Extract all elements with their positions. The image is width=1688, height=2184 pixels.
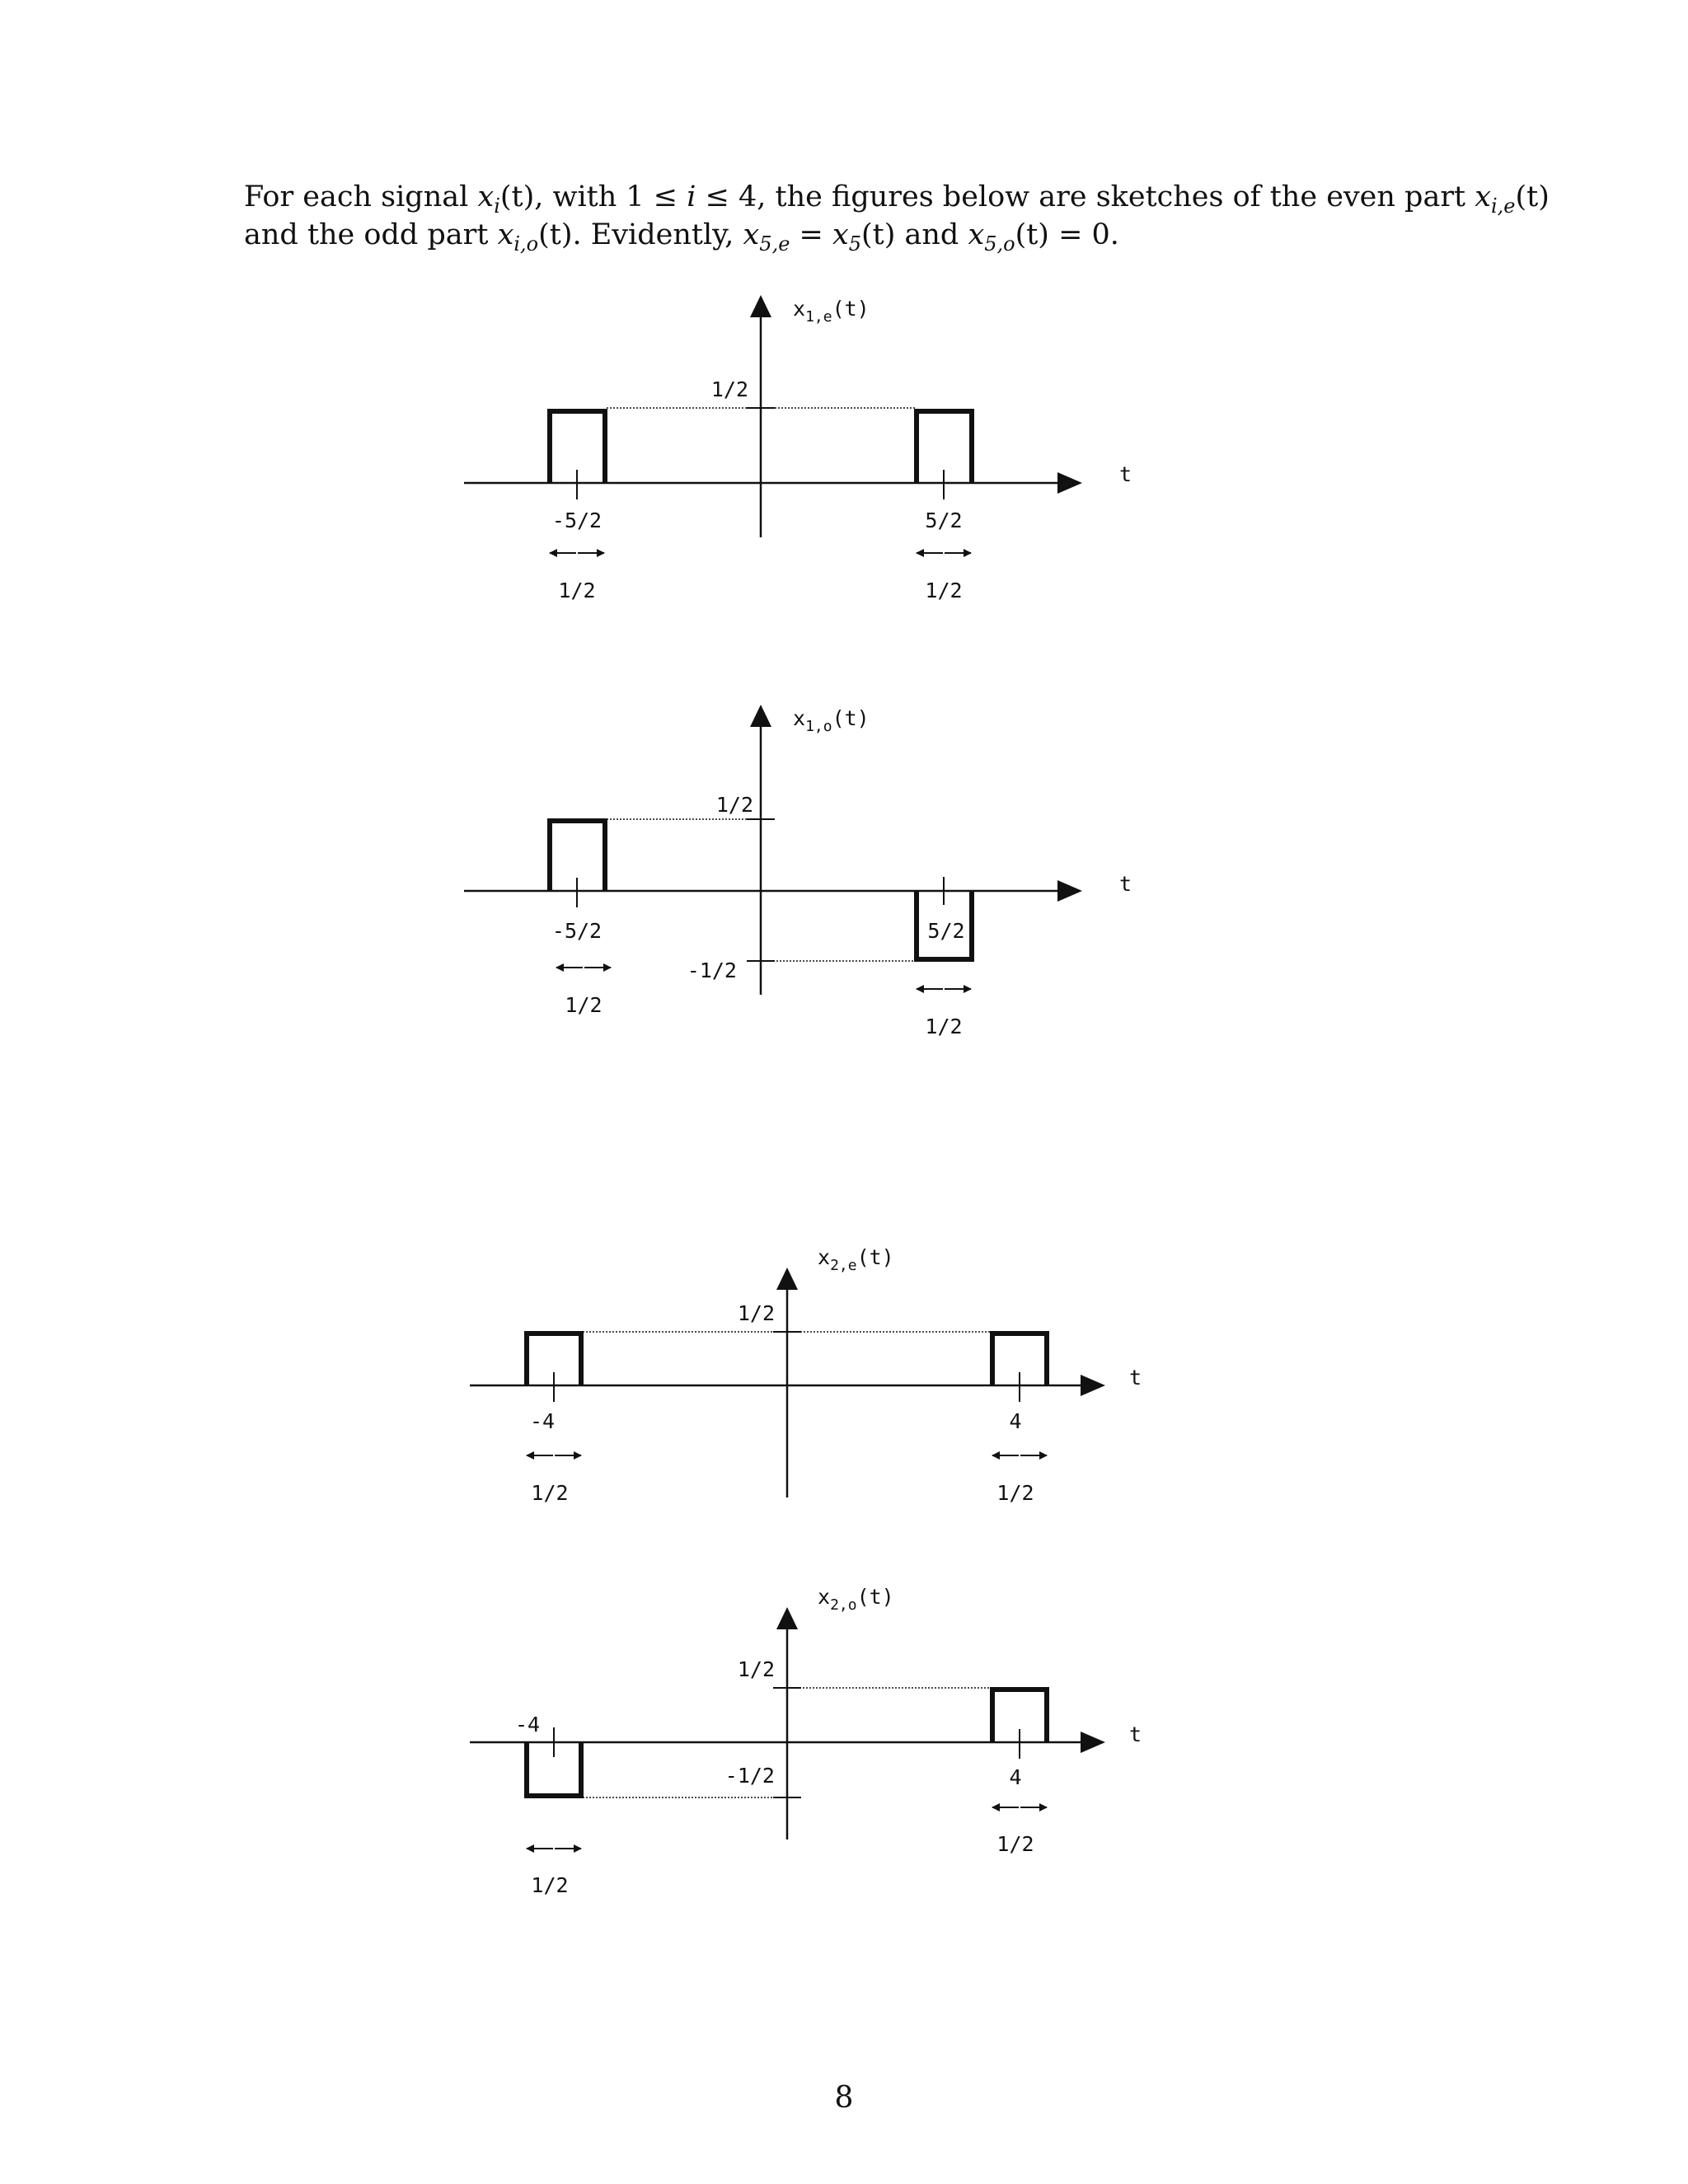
text-fragment: For each signal xyxy=(244,180,478,213)
signal-label: $x_{1,e}(t)$ xyxy=(793,297,870,326)
text-fragment: and xyxy=(895,218,968,251)
t-axis-label: t xyxy=(1129,1722,1142,1746)
center-label-right: 5/2 xyxy=(927,919,965,943)
amplitude-label: 1/2 xyxy=(737,1657,775,1681)
signal-label: $x_{2,e}(t)$ xyxy=(818,1245,894,1274)
y-axis-arrow-icon xyxy=(750,705,771,727)
math-symbol: i xyxy=(687,180,696,213)
center-label-left: -4 xyxy=(529,1409,556,1433)
center-label-left: -5/2 xyxy=(551,509,603,532)
width-label-right: 1/2 xyxy=(996,1481,1034,1505)
width-label-left: 1/2 xyxy=(558,579,596,602)
math-symbol: x xyxy=(832,218,849,251)
signal-label: $x_{2,o}(t)$ xyxy=(818,1585,894,1614)
t-axis-label: t xyxy=(1119,872,1132,896)
t-axis-label: t xyxy=(1119,462,1132,486)
math-symbol: x xyxy=(477,180,495,213)
t-axis-arrow-icon xyxy=(1057,880,1082,902)
text-fragment: ≤ 4, the figures below are sketches of the even part xyxy=(696,180,1475,213)
amplitude-label: 1/2 xyxy=(715,793,753,817)
math-symbol: x xyxy=(968,218,985,251)
figure-x1o xyxy=(464,705,1132,1038)
math-subscript: i xyxy=(494,194,500,218)
page-number: 8 xyxy=(834,2081,854,2115)
text-fragment: and the odd part xyxy=(244,218,498,251)
math-subscript: i,o xyxy=(513,232,539,255)
t-axis-arrow-icon xyxy=(1081,1732,1105,1753)
width-label-right: 1/2 xyxy=(925,1015,963,1038)
math-argument: (t) xyxy=(538,218,573,251)
text-fragment: , with 1 ≤ xyxy=(534,180,687,213)
width-label-right: 1/2 xyxy=(925,579,963,602)
y-axis-arrow-icon xyxy=(776,1607,798,1629)
math-symbol: x xyxy=(1475,180,1491,213)
width-label-right: 1/2 xyxy=(996,1832,1034,1856)
y-axis-arrow-icon xyxy=(776,1268,798,1290)
text-fragment: = xyxy=(790,218,832,251)
center-label-right: 5/2 xyxy=(925,509,963,532)
neg-amplitude-label: -1/2 xyxy=(687,958,737,982)
figure-x2o xyxy=(470,1585,1142,1897)
math-subscript: 5,o xyxy=(984,232,1015,255)
math-symbol: x xyxy=(497,218,514,251)
center-label-right: 4 xyxy=(1009,1409,1022,1433)
t-axis-arrow-icon xyxy=(1081,1375,1105,1396)
math-argument: (t) xyxy=(861,218,896,251)
amplitude-label: 1/2 xyxy=(737,1301,775,1325)
math-symbol: x xyxy=(743,218,760,251)
width-label-left: 1/2 xyxy=(531,1873,569,1897)
math-argument: (t) xyxy=(499,180,535,213)
signal-label: $x_{1,o}(t)$ xyxy=(793,706,870,735)
y-axis-arrow-icon xyxy=(750,295,771,317)
center-label-left: -5/2 xyxy=(551,919,603,943)
figure-x2e xyxy=(470,1245,1142,1505)
math-subscript: 5 xyxy=(848,232,862,255)
width-label-left: 1/2 xyxy=(565,993,603,1017)
center-label-left: -4 xyxy=(514,1713,541,1736)
neg-amplitude-label: -1/2 xyxy=(724,1764,775,1788)
t-axis-arrow-icon xyxy=(1057,472,1082,494)
math-argument: (t) xyxy=(1515,180,1550,213)
math-subscript: 5,e xyxy=(759,232,790,255)
text-fragment: = 0. xyxy=(1048,218,1119,251)
text-fragment: . Evidently, xyxy=(572,218,743,251)
width-label-left: 1/2 xyxy=(531,1481,569,1505)
center-label-right: 4 xyxy=(1009,1765,1022,1789)
math-argument: (t) xyxy=(1015,218,1049,251)
amplitude-label: 1/2 xyxy=(710,377,748,401)
figure-x1e xyxy=(464,295,1132,602)
t-axis-label: t xyxy=(1129,1366,1142,1390)
math-subscript: i,e xyxy=(1491,194,1516,218)
